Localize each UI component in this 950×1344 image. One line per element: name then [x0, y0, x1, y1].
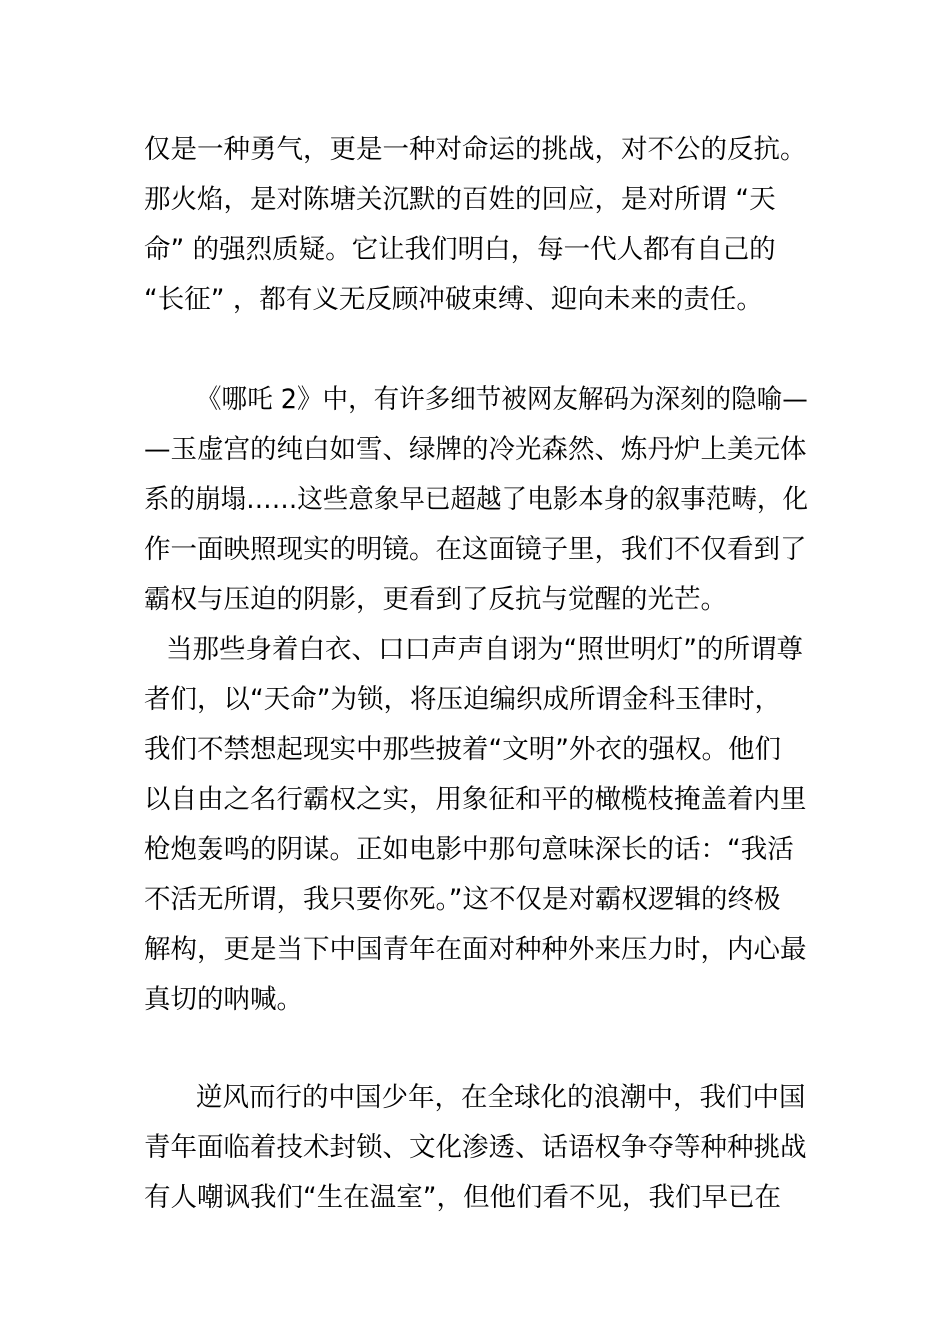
- text-line: 逆风而行的中国少年，在全球化的浪潮中，我们中国: [196, 1082, 806, 1113]
- text-line: 当那些身着白衣、口口声声自诩为“照世明灯”的所谓尊: [166, 634, 803, 665]
- text-line: “长征” ，都有义无反顾冲破束缚、迎向未来的责任。: [144, 284, 763, 315]
- text-line: 霸权与压迫的阴影，更看到了反抗与觉醒的光芒。: [144, 584, 727, 615]
- text-line: 者们，以“天命”为锁，将压迫编织成所谓金科玉律时，: [144, 684, 781, 715]
- text-line: 那火焰，是对陈塘关沉默的百姓的回应，是对所谓 “天: [144, 184, 776, 215]
- text-line: 仅是一种勇气，更是一种对命运的挑战，对不公的反抗。: [144, 134, 807, 165]
- text-line: 我们不禁想起现实中那些披着“文明”外衣的强权。他们: [144, 734, 781, 765]
- text-line: 系的崩塌……这些意象早已超越了电影本身的叙事范畴，化: [144, 484, 808, 515]
- text-line: 以自由之名行霸权之实，用象征和平的橄榄枝掩盖着内里: [144, 784, 807, 815]
- text-line: 解构，更是当下中国青年在面对种种外来压力时，内心最: [144, 934, 807, 965]
- text-line: 作一面映照现实的明镜。在这面镜子里，我们不仅看到了: [144, 534, 807, 565]
- text-line: 青年面临着技术封锁、文化渗透、话语权争夺等种种挑战: [144, 1132, 807, 1163]
- text-line: 真切的呐喊。: [144, 984, 303, 1015]
- text-line: 《哪吒 2》中，有许多细节被网友解码为深刻的隐喻—: [196, 384, 808, 415]
- text-line: 枪炮轰鸣的阴谋。正如电影中那句意味深长的话：“我活: [144, 834, 794, 865]
- text-line: 不活无所谓，我只要你死。”这不仅是对霸权逻辑的终极: [144, 884, 781, 915]
- text-line: 命” 的强烈质疑。它让我们明白，每一代人都有自己的: [144, 234, 776, 265]
- text-line: —玉虚宫的纯白如雪、绿牌的冷光森然、炼丹炉上美元体: [144, 434, 807, 465]
- text-line: 有人嘲讽我们“生在温室”，但他们看不见，我们早已在: [144, 1182, 781, 1213]
